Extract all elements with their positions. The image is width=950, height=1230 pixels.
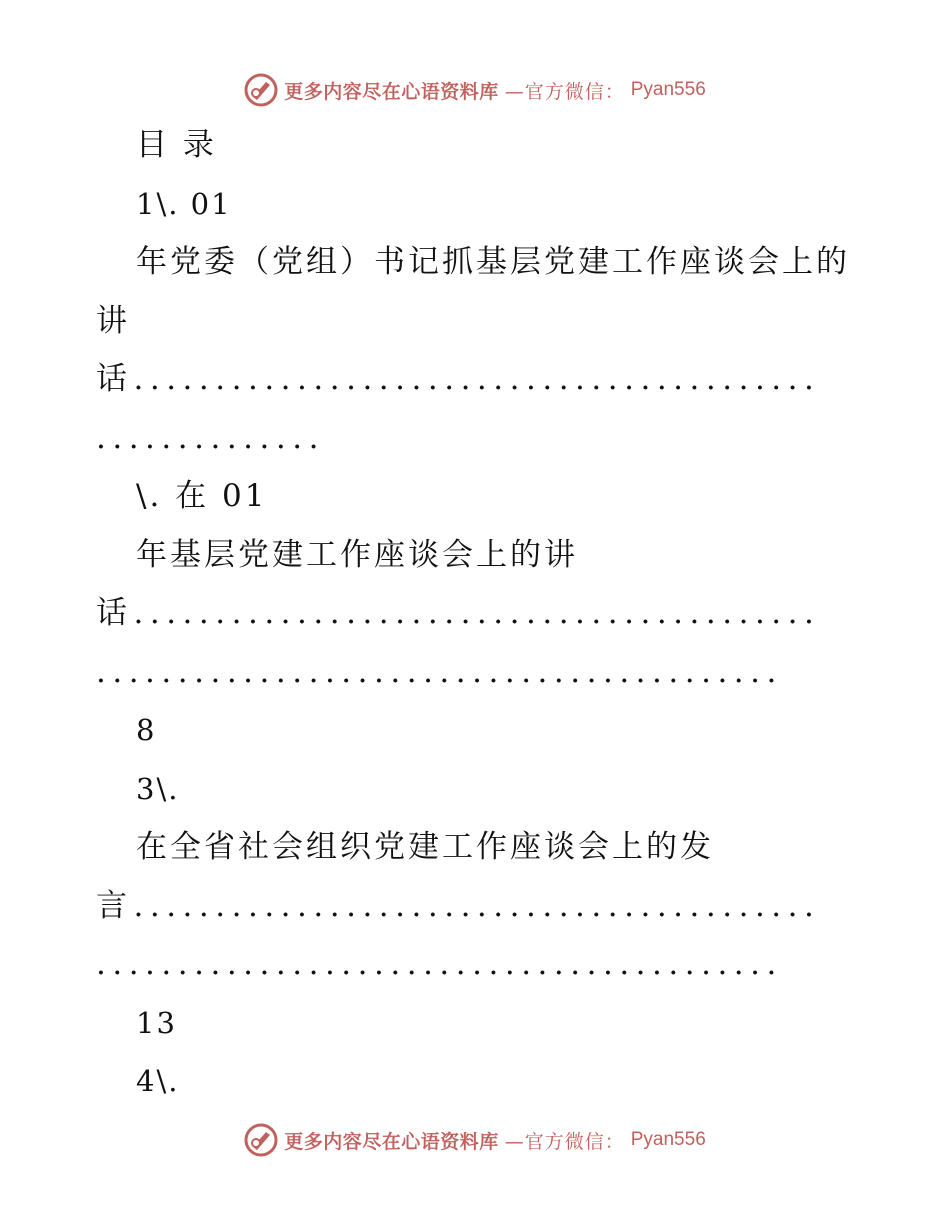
banner-text: 更多内容尽在心语资料库 — [284, 1130, 499, 1153]
toc-line: 年基层党建工作座谈会上的讲 — [136, 536, 578, 573]
toc-line: 话.......................................... — [96, 595, 821, 631]
toc-heading: 目 录 — [136, 127, 217, 163]
toc-line: .......................................... — [96, 653, 783, 690]
toc-page-number: 8 — [136, 713, 157, 747]
toc-line: 在全省社会组织党建工作座谈会上的发 — [136, 829, 714, 865]
toc-line: \. 在 01 — [136, 478, 268, 514]
logo-icon — [244, 73, 278, 107]
toc-page-number: 13 — [136, 1005, 177, 1040]
banner-handle: Pyan556 — [630, 79, 706, 100]
toc-line: .............. — [96, 419, 325, 456]
logo-icon — [244, 1123, 278, 1157]
toc-line: 年党委（党组）书记抓基层党建工作座谈会上的 — [136, 244, 850, 280]
toc-line: .......................................... — [96, 946, 783, 982]
toc-content — [96, 116, 856, 1111]
banner-handle: Pyan556 — [630, 1129, 706, 1150]
toc-line: 言.......................................... — [96, 887, 821, 924]
banner-separator: —官方微信： — [504, 1130, 625, 1153]
toc-line: 3\. — [136, 771, 180, 806]
header-watermark-banner — [0, 70, 950, 110]
toc-line: 话.......................................... — [96, 361, 821, 397]
footer-watermark-banner — [0, 1120, 950, 1160]
toc-line: 讲 — [96, 302, 130, 339]
banner-text: 更多内容尽在心语资料库 — [284, 80, 499, 103]
toc-line: 1\. 01 — [136, 186, 232, 221]
banner-separator: —官方微信： — [504, 80, 625, 103]
toc-line: 4\. — [136, 1064, 180, 1098]
